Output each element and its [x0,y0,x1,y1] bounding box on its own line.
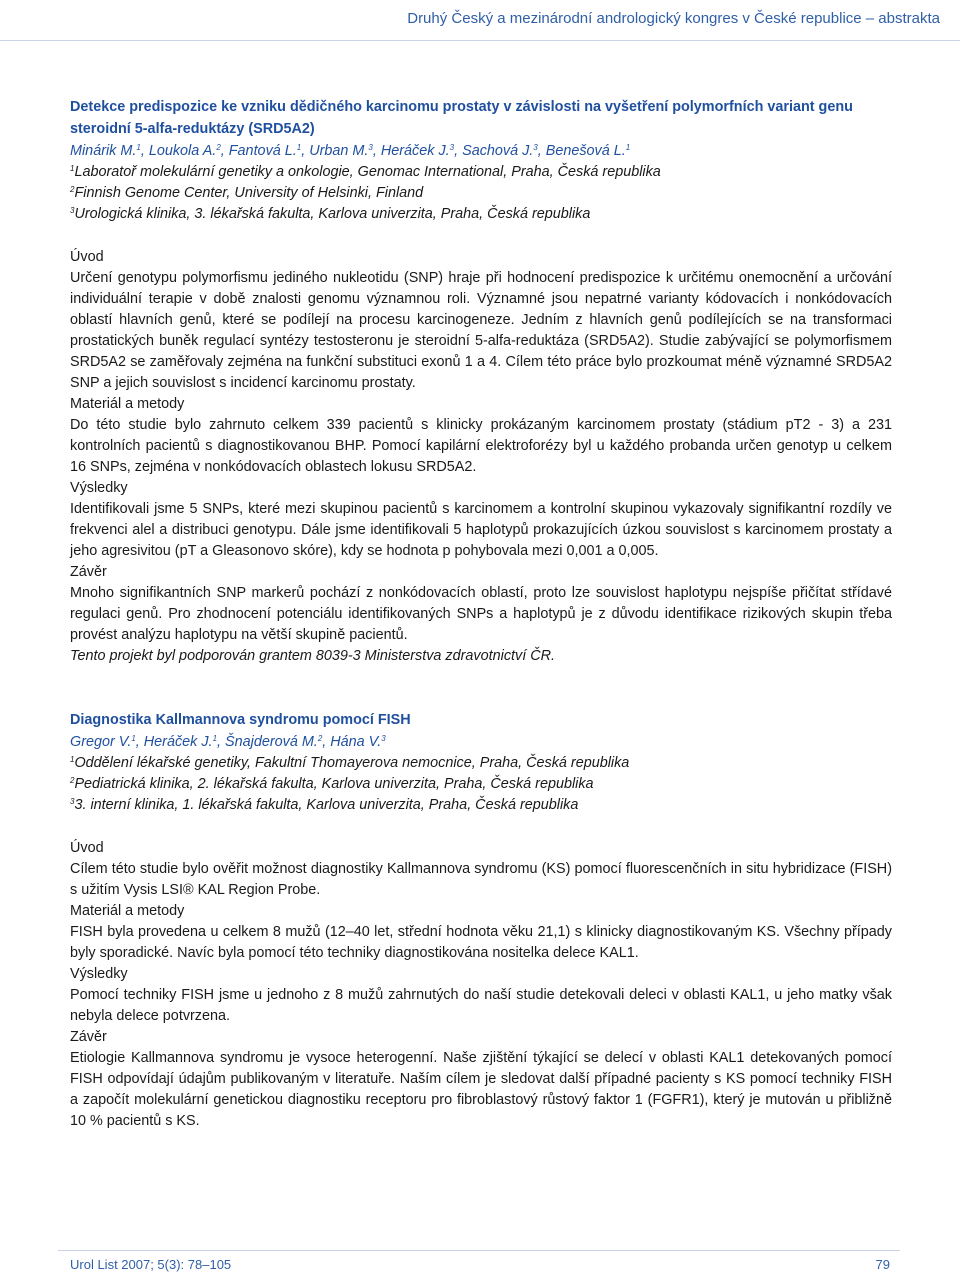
author-separator: , [140,143,149,159]
author-name: Fantová L. [228,143,297,159]
author-affiliation-mark: 3 [381,734,386,743]
results-text: Pomocí techniky FISH jsme u jednoho z 8 mužů zahrnutých do naší studie detekovali deleci v oblasti KAL1, u jeho matky však nebyla delece potvrzena. [70,987,892,1024]
running-header: Druhý Český a mezinárodní andrologický kongres v České republice – abstrakta [407,10,940,27]
author-name: Loukola A. [148,143,217,159]
affiliation-text: Pediatrická klinika, 2. lékařská fakulta, Karlova univerzita, Praha, Česká republika [74,776,594,792]
affiliation-number: 1 [70,164,75,173]
affiliation-number: 3 [70,797,75,806]
abstract-title: Detekce predispozice ke vzniku dědičného karcinomu prostaty v závislosti na vyšetření polymorfních variant genu steroidní 5-alfa-reduktázy (SRD5A2) [70,99,853,137]
author-separator: , [220,143,229,159]
footer-rule [58,1250,900,1251]
affiliation-item [70,774,892,795]
abstract-srd5a2 [70,96,892,667]
author-separator: , [537,143,546,159]
author-affiliation-mark: 3 [368,143,373,152]
author-name: Urban M. [309,143,369,159]
section-heading-intro: Úvod [70,840,104,856]
section-heading-intro: Úvod [70,249,104,265]
conclusion-text: Mnoho signifikantních SNP markerů pochází z nonkódovacích oblastí, proto lze souvislost haplotypu nejspíše přičítat střídavé regulaci genů. Pro zhodnocení potenciálu identifikovaných SNPs a haplotypů je z důvodu identifikace rizikových skupin třeba provést analýzu haplotypu na větší skupině pacientů. [70,585,892,643]
affiliation-item [70,162,892,183]
affiliation-list [70,162,892,225]
affiliation-number: 3 [70,206,75,215]
author-affiliation-mark: 1 [136,143,141,152]
author-name: Heráček J. [380,143,450,159]
section-heading-methods: Materiál a metody [70,903,185,919]
section-heading-results: Výsledky [70,966,128,982]
methods-text: FISH byla provedena u celkem 8 mužů (12–40 let, střední hodnota věku 21,1) s klinicky diagnostikovaným KS. Všechny případy byly sporadické. Navíc byla pomocí této techniky diagnostikována nositelka delece KAL1. [70,924,892,961]
results-text: Identifikovali jsme 5 SNPs, které mezi skupinou pacientů s karcinomem a kontrolní skupinou vykazovaly signifikantní rozdíly ve frekvenci alel a distribuci genotypu. Dále jsme identifikovali 5 haplotypů prokazujících úzkou souvislost s karcinomem prostaty a jeho agresivitou (pT a Gleasonovo skóre), kdy se hodnota p pohybovala mezi 0,001 a 0,005. [70,501,892,559]
affiliation-list [70,753,892,816]
affiliation-number: 1 [70,755,75,764]
author-separator: , [454,143,463,159]
affiliation-text: Oddělení lékařské genetiky, Fakultní Thomayerova nemocnice, Praha, Česká republika [74,755,630,771]
page-content [70,96,892,1132]
intro-text: Cílem této studie bylo ověřit možnost diagnostiky Kallmannova syndromu (KS) pomocí fluorescenčních in situ hybridizace (FISH) s užitím Vysis LSI® KAL Region Probe. [70,861,892,898]
section-heading-results: Výsledky [70,480,128,496]
page-number: 79 [875,1257,890,1272]
affiliation-item [70,795,892,816]
author-list [70,140,892,162]
author-affiliation-mark: 3 [533,143,538,152]
author-affiliation-mark: 1 [212,734,218,743]
author-name: Hána V. [330,734,382,750]
author-affiliation-mark: 2 [317,734,323,743]
affiliation-item [70,204,892,225]
affiliation-text: 3. interní klinika, 1. lékařská fakulta, Karlova univerzita, Praha, Česká republika [74,797,579,813]
affiliation-item [70,183,892,204]
author-name: Minárik M. [70,143,137,159]
section-heading-methods: Materiál a metody [70,396,185,412]
author-name: Sachová J. [462,143,534,159]
author-separator: , [217,734,226,750]
author-separator: , [372,143,381,159]
affiliation-text: Finnish Genome Center, University of Helsinki, Finland [74,185,424,201]
conclusion-text: Etiologie Kallmannova syndromu je vysoce heterogenní. Naše zjištění týkající se delecí v oblasti KAL1 detekovaných pomocí FISH odpovídají údajům publikovaným v literatuře. Naším cílem je sledovat další případné pacienty s KS pomocí techniky FISH a započít molekulární genetickou diagnostiku receptoru pro fibroblastový růstový faktor 1 (FGFR1), který je mutován u přibližně 10 % pacientů s KS. [70,1050,892,1129]
affiliation-text: Laboratoř molekulární genetiky a onkologie, Genomac International, Praha, Česká republika [74,164,661,180]
author-affiliation-mark: 1 [625,143,631,152]
author-name: Šnajderová M. [225,734,318,750]
journal-citation: Urol List 2007; 5(3): 78–105 [70,1257,232,1272]
author-separator: , [301,143,310,159]
section-heading-conclusion: Závěr [70,564,107,580]
author-list [70,731,892,753]
abstract-kallmann [70,709,892,1132]
author-separator: , [322,734,331,750]
intro-text: Určení genotypu polymorfismu jediného nukleotidu (SNP) hraje při hodnocení predispozice k určitému onemocnění a určování individuální terapie v době znalosti genomu významnou roli. Významné jsou nepatrné varianty kódovacích i nonkódovacích oblastí hlavních genů, které se podílejí na procesu karcinogeneze. Jedním z hlavních genů podílejících se na transformaci prostatických buněk regulací syntézy testosteronu je steroidní 5-alfa-reduktáza (SRD5A2). Studie zabývající se polymorfismem SRD5A2 se zaměřovaly zejména na funkční substituci exonů 1 a 4. Cílem této práce bylo prozkoumat méně významné SRD5A2 SNP a jejich souvislost s incidencí karcinomu prostaty. [70,270,892,391]
affiliation-number: 2 [70,185,75,194]
methods-text: Do této studie bylo zahrnuto celkem 339 pacientů s klinicky prokázaným karcinomem prostaty (stádium pT2 - 3) a 231 kontrolních pacientů s diagnostikovanou BHP. Pomocí kapilární elektroforézy byl u každého probanda určen genotyp u celkem 16 SNPs, zejména v nonkódovacích oblastech lokusu SRD5A2. [70,417,892,475]
affiliation-number: 2 [70,776,75,785]
abstract-title: Diagnostika Kallmannova syndromu pomocí FISH [70,712,411,728]
author-name: Benešová L. [545,143,626,159]
affiliation-item [70,753,892,774]
author-separator: , [135,734,144,750]
author-affiliation-mark: 3 [449,143,455,152]
author-name: Heráček J. [143,734,213,750]
author-affiliation-mark: 1 [131,734,136,743]
author-name: Gregor V. [70,734,132,750]
funding-note: Tento projekt byl podporován grantem 8039-3 Ministerstva zdravotnictví ČR. [70,648,555,664]
section-heading-conclusion: Závěr [70,1029,107,1045]
author-affiliation-mark: 1 [296,143,302,152]
affiliation-text: Urologická klinika, 3. lékařská fakulta, Karlova univerzita, Praha, Česká republika [74,206,591,222]
author-affiliation-mark: 2 [216,143,221,152]
